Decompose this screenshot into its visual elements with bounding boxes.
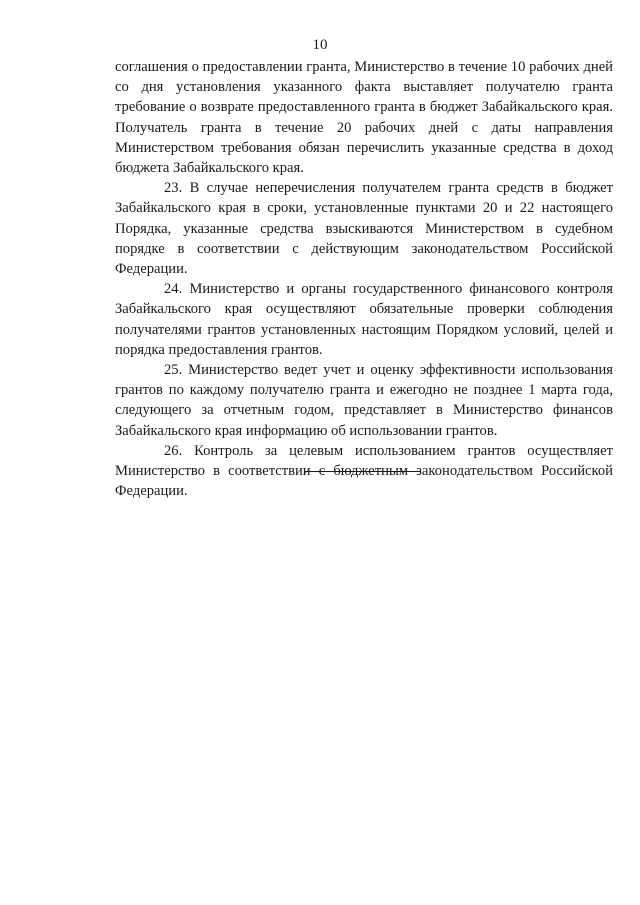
paragraph-25: 25. Министерство ведет учет и оценку эффективности использования грантов по каждому получателю гранта и ежегодно не позднее 1 марта года, следующего за отчетным годом, представляет в Министерство финансов Забайкальского края информацию об использовании грантов.	[115, 362, 613, 439]
paragraph-26: 26. Контроль за целевым использованием грантов осуществляет Министерство в соответствии с бюджетным законодательством Российской Федерации.	[115, 442, 613, 500]
paragraph-23: 23. В случае неперечисления получателем гранта средств в бюджет Забайкальского края в сроки, установленные пунктами 20 и 22 настоящего Порядка, указанные средства взыскиваются Министерством в судебном порядке в соответствии с действующим законодательством Российской Федерации.	[115, 180, 613, 278]
paragraph-continuation: соглашения о предоставлении гранта, Министерство в течение 10 рабочих дней со дня установления указанного факта выставляет получателю гранта требование о возврате предоставленного гранта в бюджет Забайкальского края. Получатель гранта в течение 20 рабочих дней с даты направления Министерством требования обязан перечислить указанные средства в доход бюджета Забайкальского края.	[115, 59, 613, 177]
paragraph-24: 24. Министерство и органы государственного финансового контроля Забайкальского края осуществляют обязательные проверки соблюдения получателями грантов установленных настоящим Порядком условий, целей и порядка предоставления грантов.	[115, 281, 613, 358]
end-of-document-rule	[305, 471, 421, 472]
page-number: 10	[312, 37, 328, 53]
document-body	[115, 57, 613, 501]
